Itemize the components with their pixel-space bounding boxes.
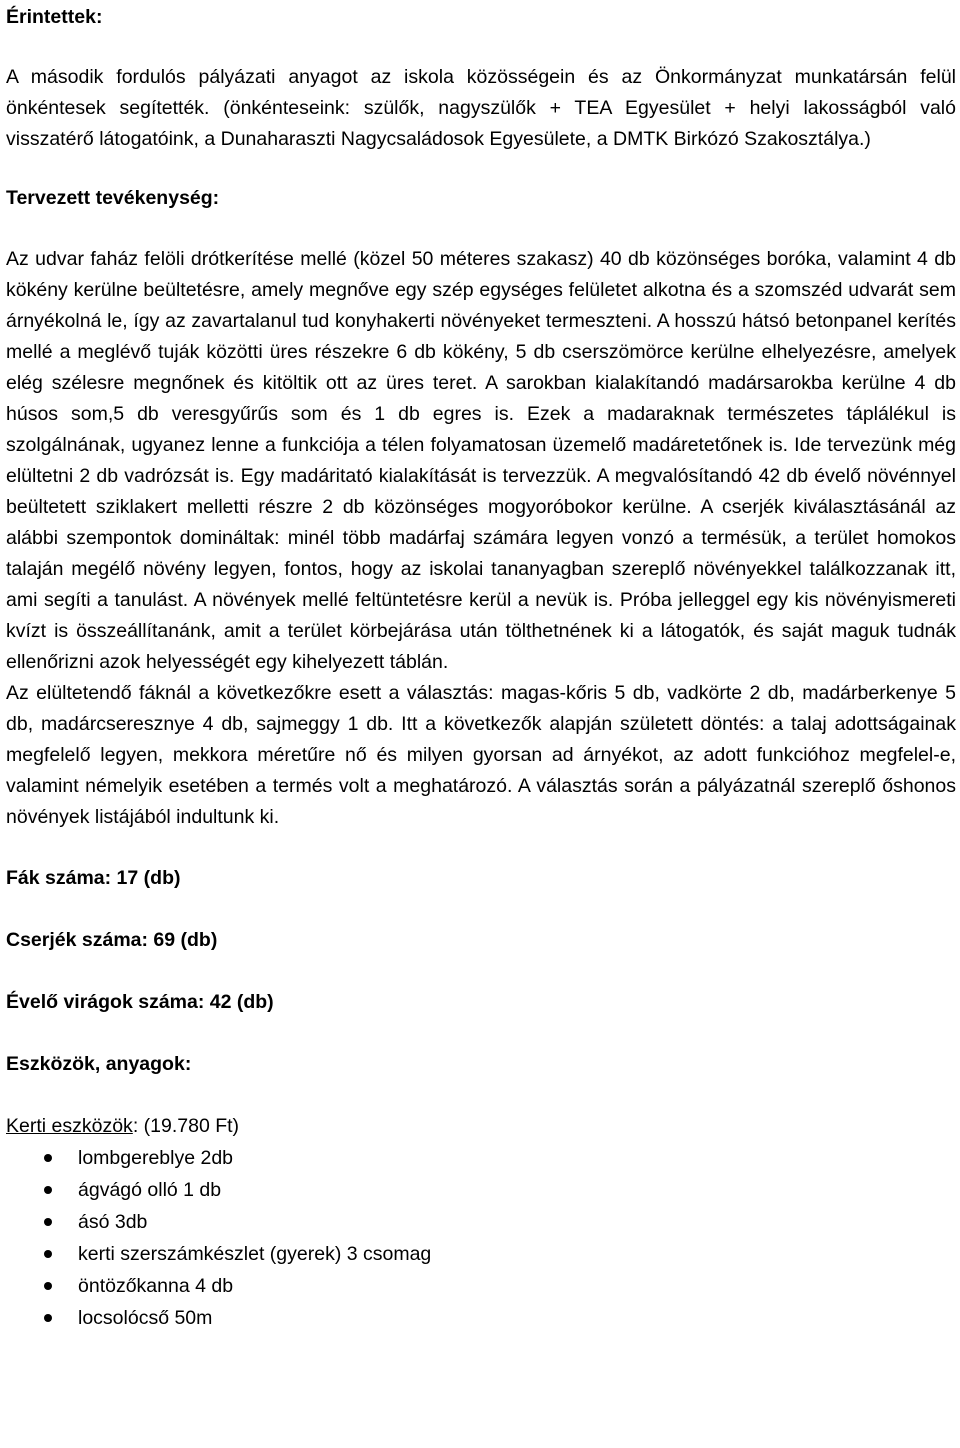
kerti-eszkozok-label: Kerti eszközök	[6, 1115, 133, 1137]
kerti-eszkozok-price: : (19.780 Ft)	[132, 1115, 240, 1137]
list-item	[6, 1238, 956, 1270]
bullet-icon	[44, 1218, 52, 1226]
tools-list	[6, 1142, 956, 1334]
tervezett-heading: Tervezett tevékenység:	[6, 187, 220, 209]
list-item	[6, 1142, 956, 1174]
list-item	[6, 1270, 956, 1302]
list-item-text: lombgereblye 2db	[78, 1147, 234, 1169]
fak-szama-heading: Fák száma: 17 (db)	[6, 867, 181, 889]
erintettek-paragraph: A második fordulós pályázati anyagot az iskola közösségein és az Önkormányzat munkatársán felül önkéntesek segítették. (önkénteseink: szülők, nagyszülők + TEA Egyesület + helyi lakosságból való visszatérő látogatóink, a Dunaharaszti Nagycsaládosok Egyesülete, a DMTK Birkózó Szakosztálya.)	[6, 66, 956, 150]
list-item-text: locsolócső 50m	[78, 1307, 213, 1329]
bullet-icon	[44, 1314, 52, 1322]
list-item	[6, 1206, 956, 1238]
tervezett-paragraph-2: Az elültetendő fáknál a következőkre esett a választás: magas-kőris 5 db, vadkörte 2 db, madárberkenye 5 db, madárcseresznye 4 db, sajmeggy 1 db. Itt a következők alapján született döntés: a talaj adottságainak megfelelő legyen, mekkora méretűre nő és milyen gyorsan ad árnyékot, az adott funkcióhoz megfelel-e, valamint némelyik esetében a termés volt a meghatározó. A választás során a pályázatnál szereplő őshonos növények listájából indultunk ki.	[6, 682, 956, 828]
bullet-icon	[44, 1186, 52, 1194]
cserjek-szama-heading: Cserjék száma: 69 (db)	[6, 929, 218, 951]
kerti-eszkozok-line	[6, 1111, 956, 1142]
list-item	[6, 1174, 956, 1206]
eszkozok-heading: Eszközök, anyagok:	[6, 1053, 192, 1075]
list-item-text: ásó 3db	[78, 1211, 148, 1233]
list-item-text: kerti szerszámkészlet (gyerek) 3 csomag	[78, 1243, 432, 1265]
document-page	[6, 0, 956, 1334]
bullet-icon	[44, 1250, 52, 1258]
tervezett-paragraph-1: Az udvar faház felöli drótkerítése mellé (közel 50 méteres szakasz) 40 db közönséges boróka, valamint 4 db kökény kerülne beültetésre, amely megnőve egy szép egységes felületet alkotna és a szomszéd udvarát sem árnyékolná le, így az zavartalanul tud konyhakerti növényeket termeszteni. A hosszú hátsó betonpanel kerítés mellé a meglévő tuják közötti üres részekre 6 db kökény, 5 db cserszömörce kerülne elhelyezésre, amelyek elég szélesre megnőnek és kitöltik ott az üres teret. A sarokban kialakítandó madársarokba kerülne 4 db húsos som,5 db veresgyűrűs som és 1 db egres is. Ezek a madaraknak természetes táplálékul is szolgálnának, ugyanez lenne a funkciója a télen folyamatosan üzemelő madáretetőnek is. Ide tervezünk még elültetni 2 db vadrózsát is. Egy madáritató kialakítását is tervezzük. A megvalósítandó 42 db évelő növénnyel beültetett sziklakert melletti részre 2 db közönséges mogyoróbokor kerülne. A cserjék kiválasztásánál az alábbi szempontok domináltak: minél több madárfaj számára legyen vonzó a termésük, a terület homokos talaján megélő növény legyen, fontos, hogy az iskolai tananyagban szereplő növényekkel találkozzanak itt, ami segíti a tanulást. A növények mellé feltüntetésre kerül a nevük is. Próba jelleggel egy kis növényismereti kvízt is összeállítanánk, amit a terület körbejárása után tölthetnének ki a látogatók, és saját maguk tudnák ellenőrizni azok helyességét egy kihelyezett táblán.	[6, 248, 956, 673]
list-item-text: ágvágó olló 1 db	[78, 1179, 222, 1201]
list-item	[6, 1302, 956, 1334]
bullet-icon	[44, 1282, 52, 1290]
list-item-text: öntözőkanna 4 db	[78, 1275, 234, 1297]
evelo-szama-heading: Évelő virágok száma: 42 (db)	[6, 991, 274, 1013]
erintettek-heading: Érintettek:	[6, 6, 103, 28]
bullet-icon	[44, 1154, 52, 1162]
